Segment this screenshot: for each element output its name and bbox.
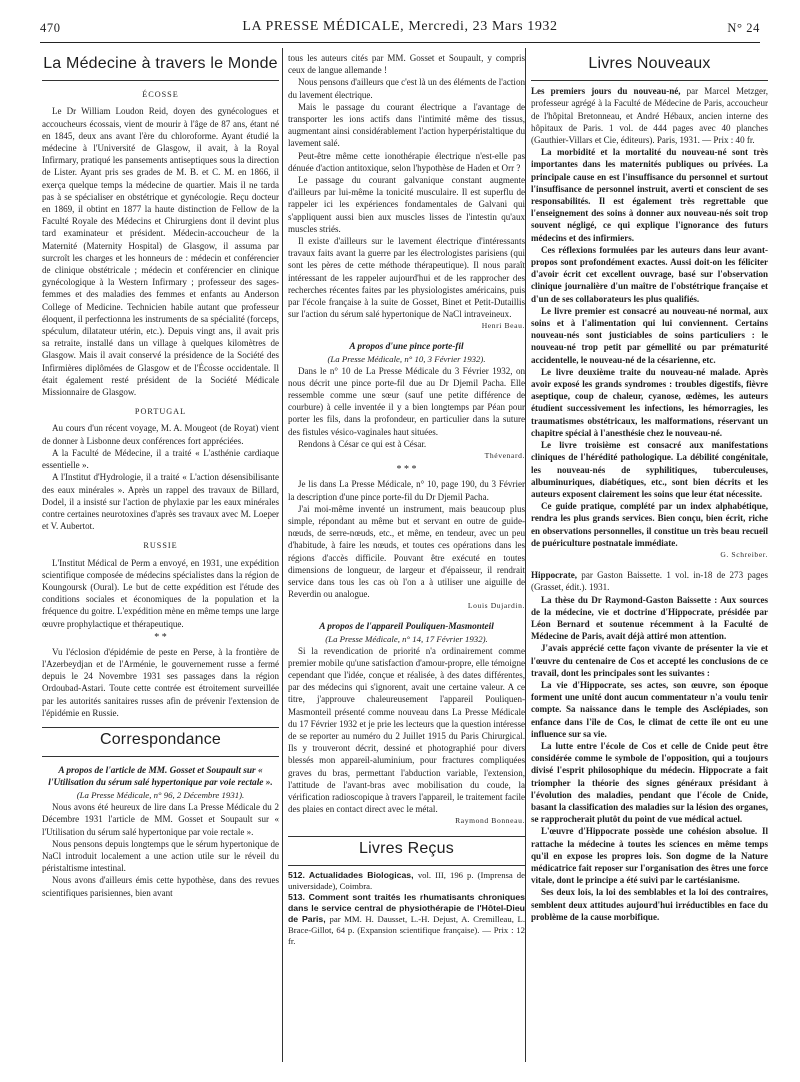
section-rule (288, 836, 525, 837)
signature: G. Schreiber. (720, 549, 768, 559)
paragraph: Le livre troisième est consacré aux manifestations cliniques de l'hérédité pathologique. La débilité congénitale, les nouveau-nés de syphilitiques, tuberculeuses, albuminuriques, diabétiques, etc., sont bien décrits et les auteurs exposent clairement les soins que leur état nécessite. (531, 440, 768, 499)
paragraph: Au cours d'un récent voyage, M. A. Mougeot (de Royat) vient de donner à Lisbonne deux conférences fort appréciées. (42, 423, 279, 446)
header-rule (40, 42, 760, 43)
title-rule (288, 865, 525, 866)
journal-title: LA PRESSE MÉDICALE, Mercredi, 23 Mars 1932 (242, 19, 558, 34)
book-heading (531, 85, 768, 146)
issue-number: N° 24 (727, 21, 760, 35)
paragraph: tous les auteurs cités par MM. Gosset et Soupault, y compris ceux de langue allemande ! (288, 53, 525, 76)
paragraph: Le livre deuxième traite du nouveau-né malade. Après avoir exposé les grands syndromes : troubles digestifs, fièvre aseptique, coup de chaleur, cyanose, œdèmes, les auteurs étudient successivement les infections, les hémorragies, les traumatismes obstétricaux, les malformations, réservant un chapitre spécial à l'anesthésie chez le nouveau-né. (531, 366, 768, 438)
entry-details: par MM. H. Dausset, L.-H. Dejust, A. Cremilleau, L. Brace-Gillot, 64 p. (Expansion scientifique française). — Prix : 12 fr. (288, 913, 525, 946)
title-rule (42, 756, 279, 757)
signature: Raymond Bonneau. (455, 816, 525, 826)
paragraph: Ces réflexions formulées par les auteurs dans leur avant-propos sont profondément exactes. Aussi doit-on les féliciter d'avoir écrit cet excellent ouvrage, basé sur l'observation clinique journalière d'un maître de l'obstétrique française et d'un de ses collaborateurs les plus qualifiés. (531, 244, 768, 304)
article-citation: (La Presse Médicale, n° 10, 3 Février 1932). (327, 353, 486, 364)
paragraph: A l'Institut d'Hydrologie, il a traité « L'action désensibilisante des eaux minérales ». Après un rappel des travaux de Billard, Dodel, il a insisté sur l'action de phylaxie par les eaux minérales contre certaines neurotoxines d'après ses travaux avec M. Loeper et V. Aubertot. (42, 472, 279, 532)
section-title-livres-nouveaux: Livres Nouveaux (588, 55, 711, 72)
separator-stars: * * * (396, 464, 417, 476)
paragraph: La morbidité et la mortalité du nouveau-né sont très importantes dans les maternités publiques ou privées. La principale cause en est l'insuffisance du personnel et surtout l'insuffisance de personnel instruit, averti et conscient de ses responsabilités. Il est également très regrettable que l'enseignement des soins à donner aux nouveau-nés soit trop souvent négligé, ce qui explique l'ignorance des futurs médecins et des infirmiers. (531, 147, 768, 243)
column-left (42, 52, 279, 1062)
column-right (531, 52, 768, 1062)
article-title: A propos d'une pince porte-fil (349, 341, 464, 352)
signature: Henri Beau. (481, 321, 525, 331)
paragraph: Nous pensons d'ailleurs que c'est là un des éléments de l'action du lavement électrique. (288, 77, 525, 100)
book-heading (531, 569, 768, 593)
separator-stars: * * (154, 631, 167, 643)
paragraph: Mais le passage du courant électrique a l'avantage de transporter les ions actifs dans l'intimité même des tissus, augmentant ainsi considérablement l'action hyperpéristaltique du lavement salé. (288, 101, 525, 149)
section-title: La Médecine à travers le Monde (43, 55, 278, 72)
paragraph: Rendons à César ce qui est à César. (298, 438, 427, 449)
entry-number: 512. (288, 869, 305, 880)
paragraph: A la Faculté de Médecine, il a traité « L'asthénie cardiaque essentielle ». (42, 447, 279, 471)
article-title: A propos de l'appareil Pouliquen-Masmonteil (319, 621, 494, 632)
article-title: A propos de l'article de MM. Gosset et Soupault sur « l'Utilisation du sérum salé hypertonique par voie rectale ». (48, 766, 273, 789)
article-citation: (La Presse Médicale, n° 96, 2 Décembre 1931). (76, 790, 245, 801)
signature: Thévenard. (484, 451, 525, 461)
paragraph: Le Dr William Loudon Reid, doyen des gynécologues et accoucheurs écossais, vient de mourir à l'âge de 87 ans, étant né en 1845, deux ans avant l'ère du chloroforme. Ayant étudié la médecine à l'Université de Glasgow, il avait, à la Royal Infirmary, pratiqué les pansements antiseptiques sous la direction de Lister. Ayant pris ses grades de M. B. et C. M. en 1866, il exerça quelque temps la médecine de quartier. Mais il ne tarda pas à se spécialiser en obstétrique et gynécologie. Reçu docteur en 1869, il obtint en 1877 la haute distinction de Fellow de la Faculté Royale des Médecins et Chirurgiens dont il devint plus tard examinateur et président. Médecin-accoucheur de la Maternité (Maternity Hospital) de Glasgow, il assuma par surcroît les charges et les honneurs de : médecin et conférencier de clinique obstétricale ; médecin et conférencier en clinique gynécologique à la Western Infirmary ; professeur des sages-femmes et des maladies des femmes et enfants au Anderson College of Medicine. Technicien habile autant que professeur éloquent, il perfectionna les instruments de sa spécialité (forceps, spéculum, dilatateur utérin, etc.). Depuis vingt ans, il avait pris sa retraite, installé dans un village à quelques kilomètres de Glasgow. Mais il avait conservé la présidence de la Société des Infirmières diplômées de Glasgow et de l'Écosse occidentale. Il était également resté président de la Société Médicale Missionnaire de Glasgow. (42, 106, 279, 398)
paragraph: Nous avons d'ailleurs émis cette hypothèse, dans des revues scientifiques parisiennes, bien avant (42, 875, 279, 898)
paragraph: Nous avons été heureux de lire dans La Presse Médicale du 2 Décembre 1931 l'article de MM. Gosset et Soupault sur « l'Utilisation du sérum salé hypertonique par voie rectale ». (42, 802, 279, 837)
entry-details: vol. III, 196 p. (Imprensa de universidade), Coimbra. (288, 869, 525, 891)
paragraph: Le passage du courant galvanique constant augmente d'ailleurs par lui-même la tonicité musculaire. Il est superflu de rappeler ici les expériences fondamentales de Galvani qui s'appliquent aussi bien aux muscles lisses de l'intestin qu'aux muscles striés. (288, 175, 525, 234)
paragraph: J'ai moi-même inventé un instrument, mais beaucoup plus simple, répondant au même but et servant en outre de guide-nœuds, de serre-nœuds, etc., et même, en tendeur, avec un peu d'habitude, à faire les nœuds, et toutes ces opérations dans les régions d'accès difficile. Pouvant être exécuté en toutes dimensions de longueur, de largeur et d'épaisseur, il rendrait service dans tous les cas où l'on a à utiliser une aiguille de Reverdin ou analogue. (288, 503, 525, 600)
column-middle (288, 52, 525, 1062)
section-title-correspondance: Correspondance (99, 730, 222, 748)
paragraph: Le livre premier est consacré au nouveau-né normal, aux soins et à l'alimentation qui lui conviennent. Certains nouveau-nés sont justiciables de soins particuliers : le nouveau-né trop petit par gémellité ou par prématurité accidentelle, le nouveau-né de la césarienne, etc. (531, 305, 768, 365)
signature: Louis Dujardin. (467, 601, 525, 611)
subheading-portugal: PORTUGAL (134, 407, 187, 417)
book-title: Les premiers jours du nouveau-né, (531, 86, 681, 97)
paragraph: Ses deux lois, la loi des semblables et la loi des contraires, semblent deux attitudes aujourd'hui irréductibles en face du problème de la cause morbifique. (531, 887, 768, 922)
title-rule (42, 80, 279, 81)
article-citation: (La Presse Médicale, n° 14, 17 Février 1932). (325, 633, 488, 644)
paragraph: Si la revendication de priorité n'a ordinairement comme premier mobile qu'une satisfaction d'amour-propre, elle témoigne cependant que l'idée, conçue et réalisée, à des dates différentes, par des médecins qui s'ignorent, avait une certaine valeur. A ce titre, j'approuve chaleureusement l'appareil Pouliquen-Masmonteil présenté comme nouveau dans La Presse Médicale du 17 Février 1932 et je prie les lecteurs que la question intéresse de se reporter au numéro du 2 Juillet 1915 du Paris Chirurgical. Ils y trouveront décrit, dessiné et photographié pour divers blessés mon appareil-aluminium, pour fractures compliquées graves du bras, permettant l'abduction variable, l'extension, l'attitude de l'avant-bras avec mobilisation du coude, la vérification radioscopique à travers l'appareil, le traitement facile des plaies en contact direct avec le métal. (288, 645, 525, 815)
entry-title: Comment sont traités les rhumatisants chroniques dans le service central de physiothérapie de l'Hôtel-Dieu de Paris, (288, 891, 525, 924)
entry-title: Actualidades Biologicas, (308, 869, 414, 880)
title-rule (531, 80, 768, 81)
section-rule (42, 727, 279, 728)
column-divider (282, 48, 283, 1062)
book-entry (288, 870, 525, 892)
column-divider (525, 48, 526, 1062)
paragraph: Nous pensons depuis longtemps que le sérum hypertonique de NaCl introduit localement a une action utile sur le réveil du péristaltisme intestinal. (42, 838, 279, 874)
paragraph: La thèse du Dr Raymond-Gaston Baissette : Aux sources de la médecine, vie et doctrine d'Hippocrate, présidée par Léon Bernard et soutenue récemment à la Faculté de Médecine de Paris, avait déjà attiré mon attention. (531, 594, 768, 642)
section-title-livres-recus: Livres Reçus (359, 839, 454, 857)
book-entry (288, 892, 525, 947)
page-number: 470 (40, 21, 61, 35)
paragraph: Il existe d'ailleurs sur le lavement électrique d'intéressants travaux faits avant la guerre par les électrologistes parisiens (qui sont les pères de cette méthode thérapeutique). Il nous paraît intéressant de les rappeler aujourd'hui et de les rapprocher des recherches récentes faites par les physiologistes américains, puis par l'école française à la suite de Gosset, Binet et Petit-Dutaillis sur l'action du sérum salé hypertonique de NaCl intraveineux. (288, 236, 525, 320)
paragraph: Je lis dans La Presse Médicale, n° 10, page 190, du 3 Février la description d'une pince porte-fil du Dr Djemil Pacha. (288, 479, 525, 502)
paragraph: L'Institut Médical de Perm a envoyé, en 1931, une expédition scientifique composée de médecins spécialistes dans la région de Koungoursk (Oural). Le but de cette expédition est l'étude des conditions sociales et économiques de la population et la fréquence du goitre. L'expédition mène en même temps une large œuvre prophylactique et thérapeutique. (42, 557, 279, 629)
book-details: par Marcel Metzger, professeur agrégé à la Faculté de Médecine de Paris, accoucheur de l'hôpital Bretonneau, et André Hébaux, ancien interne des hôpitaux de Paris. 1 vol. de 444 pages avec 40 planches (Gauthier-Villars et Cie, éditeurs). Paris, 1931. — Prix : 40 fr. (531, 86, 768, 146)
paragraph: Ce guide pratique, complété par un index alphabétique, rendra les plus grands services. Bien conçu, bien écrit, riche en observations personnelles, il constitue un très beau recueil de puériculture postnatale immédiate. (531, 501, 768, 548)
paragraph: Peut-être même cette ionothérapie électrique n'est-elle pas dénuée d'action antitoxique, selon l'hypothèse de Haden et Orr ? (288, 150, 525, 173)
entry-number: 513. (288, 891, 305, 902)
subheading-ecosse: ÉCOSSE (142, 90, 179, 100)
page-header (40, 19, 760, 37)
paragraph: La vie d'Hippocrate, ses actes, son œuvre, son époque forment une unité dont aucun commentateur n'a voulu tenir compte. Sa naissance dans le temple des Asclépiades, son enfance dans l'île de Cos, le climat de cette île ont eu une influence sur sa vie. (531, 679, 768, 739)
paragraph: Vu l'éclosion d'épidémie de peste en Perse, à la frontière de l'Azerbeydjan et de l'Arménie, le gouvernement russe a fermé depuis le 24 Novembre 1931 ses passages dans la région Ordoubad-Astari. Toute cette contrée est étroitement surveillée par les autorités sanitaires russes afin de prévenir l'extension de l'épidémie en Russie. (42, 646, 279, 718)
paragraph: J'avais apprécié cette façon vivante de présenter la vie et l'œuvre du centenaire de Cos et accepté les conclusions de ce travail, dont les principales sont les suivantes : (531, 643, 768, 678)
subheading-russie: RUSSIE (143, 541, 178, 551)
paragraph: Dans le n° 10 de La Presse Médicale du 3 Février 1932, on nous décrit une pince porte-fil due au Dr Djemil Pacha. Elle ressemble comme une sœur (sauf une petite différence de courbure) à celle inventée il y a bien longtemps par Péan pour porter les fils, dans la profondeur, en particulier dans la suture des fistules vésico-vaginales haut situées. (288, 365, 525, 437)
paragraph: La lutte entre l'école de Cos et celle de Cnide peut être considérée comme le symbole de l'opposition, qui a toujours divisé l'esprit philosophique du médecin. Hippocrate a fait triompher la théorie des signes généraux présidant à l'évolution des maladies, pendant que l'école de Cnide, basant la classification des maladies sur la lésion des organes, se rapprocherait plutôt du point de vue médical actuel. (531, 740, 768, 825)
book-details: par Gaston Baissette. 1 vol. in-18 de 273 pages (Grasset, édit.). 1931. (531, 570, 768, 593)
paragraph: L'œuvre d'Hippocrate possède une cohésion absolue. Il rattache la médecine à toutes les sciences en même temps qu'il en expose les propres lois. Son dogme de la Nature médicatrice fait reposer sur l'organisation des êtres une force vitale, dont le principe a été suivi par le cartésianisme. (531, 826, 768, 886)
book-title: Hippocrate, (531, 570, 577, 581)
